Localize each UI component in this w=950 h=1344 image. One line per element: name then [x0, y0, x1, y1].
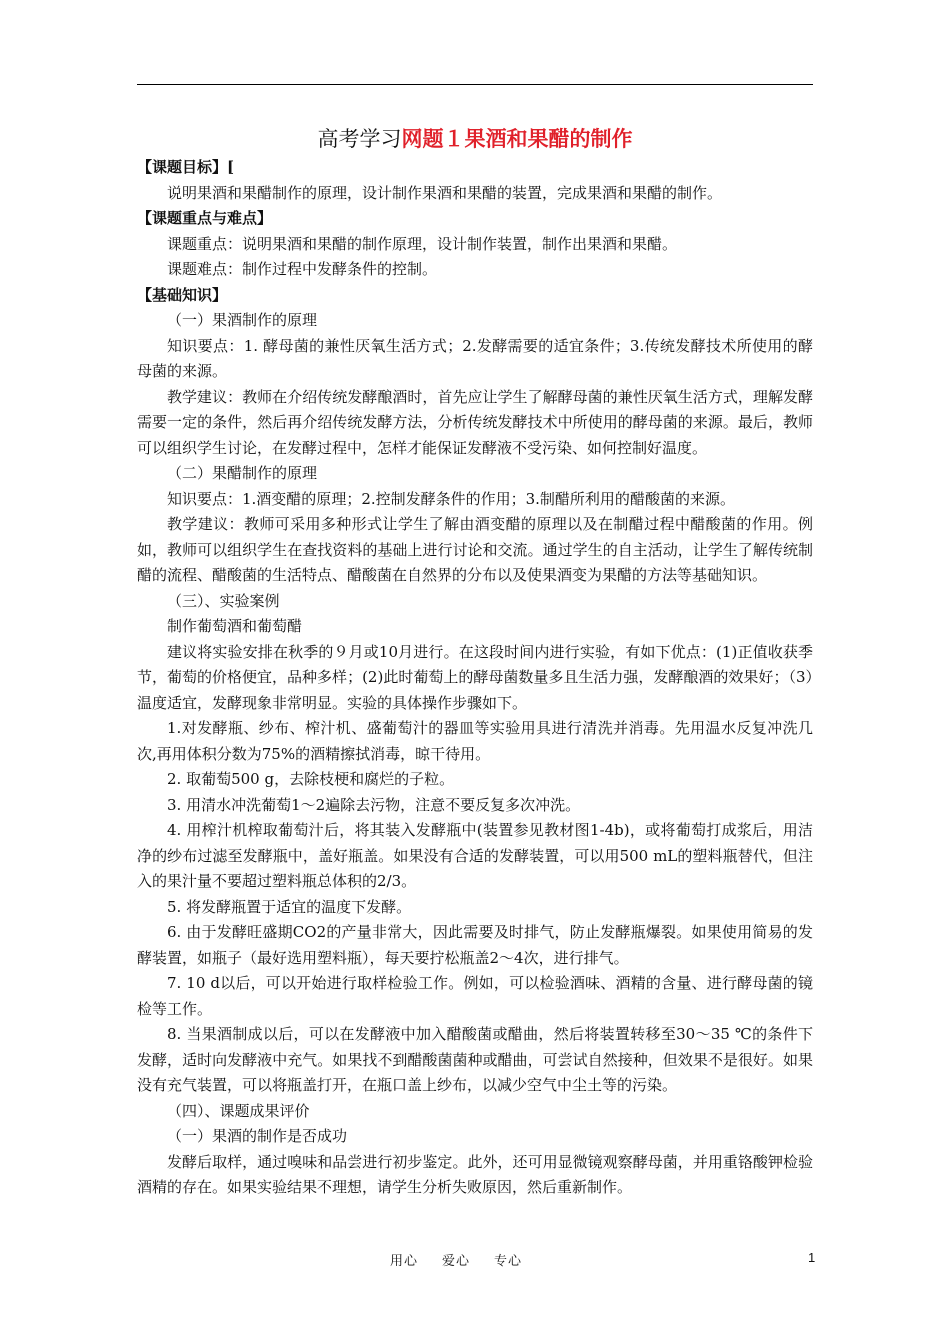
paragraph: 4. 用榨汁机榨取葡萄汁后，将其装入发酵瓶中(装置参见教材图1-4b)，或将葡萄打成浆后，用洁净的纱布过滤至发酵瓶中，盖好瓶盖。如果没有合适的发酵装置，可以用500 mL的塑料瓶替代，但注入的果汁量不要超过塑料瓶总体积的2/3。 — [137, 821, 813, 890]
paragraph: （二）果醋制作的原理 — [167, 464, 318, 482]
paragraph: 制作葡萄酒和葡萄醋 — [167, 617, 303, 635]
section-heading: 【课题重点与难点】 — [137, 209, 273, 227]
motto-word: 专心 — [494, 1254, 523, 1269]
paragraph: （一）果酒的制作是否成功 — [167, 1127, 348, 1145]
document-title — [137, 124, 813, 154]
paragraph: 课题难点：制作过程中发酵条件的控制。 — [167, 260, 438, 278]
paragraph: 知识要点：1. 酵母菌的兼性厌氧生活方式；2.发酵需要的适宜条件；3.传统发酵技术所使用的酵母菌的来源。 — [137, 336, 813, 380]
paragraph: （一）果酒制作的原理 — [167, 311, 318, 329]
paragraph: 说明果酒和果醋制作的原理，设计制作果酒和果醋的装置，完成果酒和果醋的制作。 — [167, 183, 723, 202]
paragraph-list — [137, 155, 813, 1201]
document-body — [137, 124, 813, 1201]
paragraph: 6. 由于发酵旺盛期CO2的产量非常大，因此需要及时排气，防止发酵瓶爆裂。如果使用简易的发酵装置，如瓶子（最好选用塑料瓶），每天要拧松瓶盖2～4次，进行排气。 — [137, 923, 813, 967]
paragraph: （三）、实验案例 — [167, 591, 280, 610]
paragraph: 2. 取葡萄500 g，去除枝梗和腐烂的子粒。 — [167, 770, 455, 788]
paragraph: 5. 将发酵瓶置于适宜的温度下发酵。 — [167, 897, 412, 916]
paragraph: 8. 当果酒制成以后，可以在发酵液中加入醋酸菌或醋曲，然后将装置转移至30～35 ℃的条件下发酵，适时向发酵液中充气。如果找不到醋酸菌菌种或醋曲，可尝试自然接种，但效果不是很好。如果没有充气装置，可以将瓶盖打开，在瓶口盖上纱布，以减少空气中尘土等的污染。 — [137, 1025, 813, 1094]
paragraph: 发酵后取样，通过嗅味和品尝进行初步鉴定。此外，还可用显微镜观察酵母菌，并用重铬酸钾检验酒精的存在。如果实验结果不理想，请学生分析失败原因，然后重新制作。 — [137, 1152, 813, 1196]
header-rule — [137, 84, 813, 85]
title-prefix: 高考学习 — [317, 127, 402, 151]
motto-word: 爱心 — [442, 1254, 471, 1269]
page-footer — [0, 1250, 950, 1270]
paragraph: 课题重点：说明果酒和果醋的制作原理，设计制作装置，制作出果酒和果醋。 — [167, 234, 678, 253]
section-heading: 【基础知识】 — [137, 285, 228, 304]
paragraph: 教学建议：教师在介绍传统发酵酿酒时，首先应让学生了解酵母菌的兼性厌氧生活方式，理解发酵需要一定的条件，然后再介绍传统发酵方法，分析传统发酵技术中所使用的酵母菌的来源。最后，教师可以组织学生讨论，在发酵过程中，怎样才能保证发酵液不受污染、如何控制好温度。 — [137, 387, 813, 457]
title-main: 网题１果酒和果醋的制作 — [401, 126, 633, 151]
motto-word: 用心 — [390, 1254, 419, 1269]
section-heading: 【课题目标】[ — [137, 158, 235, 176]
paragraph: （四）、课题成果评价 — [167, 1101, 310, 1120]
paragraph: 建议将实验安排在秋季的９月或10月进行。在这段时间内进行实验，有如下优点：(1)正值收获季节，葡萄的价格便宜，品种多样；(2)此时葡萄上的酵母菌数量多且生活力强，发酵酿酒的效果好；（3）温度适宜，发酵现象非常明显。实验的具体操作步骤如下。 — [137, 642, 813, 712]
footer-motto — [390, 1250, 546, 1269]
paragraph: 1.对发酵瓶、纱布、榨汁机、盛葡萄汁的器皿等实验用具进行清洗并消毒。先用温水反复冲洗几次,再用体积分数为75%的酒精擦拭消毒，晾干待用。 — [137, 719, 813, 763]
page-number: 1 — [808, 1250, 816, 1265]
paragraph: 7. 10 d以后，可以开始进行取样检验工作。例如，可以检验酒味、酒精的含量、进行酵母菌的镜检等工作。 — [137, 974, 813, 1018]
paragraph: 知识要点：1.酒变醋的原理；2.控制发酵条件的作用；3.制醋所利用的醋酸菌的来源。 — [167, 489, 735, 508]
paragraph: 教学建议：教师可采用多种形式让学生了解由酒变醋的原理以及在制醋过程中醋酸菌的作用。例如，教师可以组织学生在查找资料的基础上进行讨论和交流。通过学生的自主活动，让学生了解传统制醋的流程、醋酸菌的生活特点、醋酸菌在自然界的分布以及使果酒变为果醋的方法等基础知识。 — [137, 515, 813, 584]
paragraph: 3. 用清水冲洗葡萄1～2遍除去污物，注意不要反复多次冲洗。 — [167, 795, 581, 814]
